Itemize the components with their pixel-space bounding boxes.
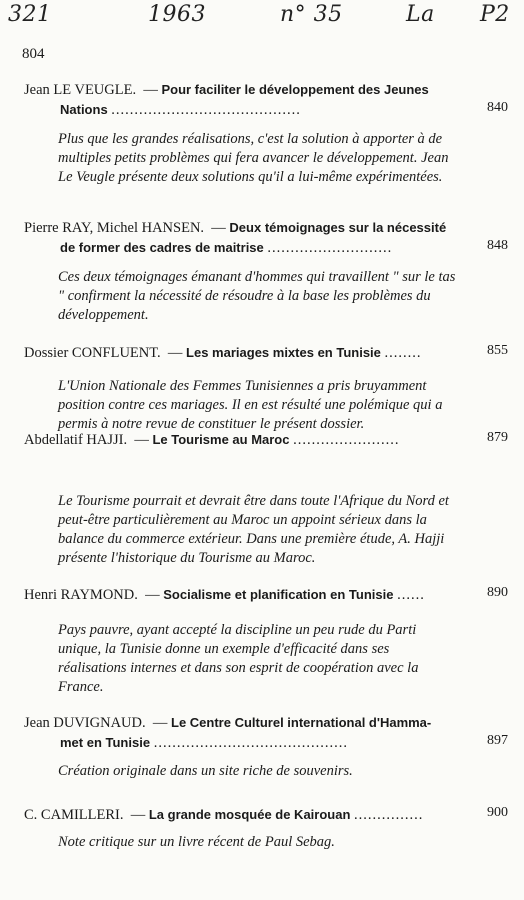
author: Jean LE VEUGLE. bbox=[24, 82, 137, 98]
author: Dossier CONFLUENT. bbox=[24, 345, 161, 361]
dash: — bbox=[164, 345, 187, 361]
author: Pierre RAY, Michel HANSEN. bbox=[24, 220, 205, 236]
toc-entry-heading bbox=[24, 430, 454, 450]
dot-leader: ...... bbox=[397, 587, 425, 603]
toc-page-number: 855 bbox=[487, 343, 508, 358]
toc-entry-heading bbox=[24, 80, 454, 120]
article-title-cont: de former des cadres de maitrise bbox=[60, 240, 264, 255]
article-title-cont: Nations bbox=[60, 102, 108, 117]
handwritten-year: 1963 bbox=[148, 2, 206, 27]
article-summary: Le Tourisme pourrait et devrait être dans toute l'Afrique du Nord et peut-être particulièrement au Maroc un appoint sérieux dans la balance du commerce extérieur. Dans une première étude, A. Hajji présente l'historique du Tourisme au Maroc. bbox=[58, 493, 449, 566]
article-summary: Ces deux témoignages émanant d'hommes qui travaillent " sur le tas " confirment la nécessité de résoudre à la base les problèmes du développement. bbox=[58, 269, 456, 323]
article-title-cont: met en Tunisie bbox=[60, 735, 151, 750]
toc-page-number: 900 bbox=[487, 805, 508, 820]
article-summary: Pays pauvre, ayant accepté la discipline un peu rude du Parti unique, la Tunisie donne un exemple d'efficacité dans ses réalisations internes et dans son esprit de coopération avec la France. bbox=[58, 622, 419, 695]
article-summary: Plus que les grandes réalisations, c'est la solution à apporter à de multiples petits problèmes qui fera avancer le développement. Jean Le Veugle présente deux solutions qu'il a lui-même expérimentées. bbox=[58, 131, 449, 185]
article-title: Pour faciliter le développement des Jeunes bbox=[161, 82, 429, 97]
toc-entry-heading bbox=[24, 343, 454, 363]
article-summary: Création originale dans un site riche de souvenirs. bbox=[58, 763, 353, 779]
article-title: Les mariages mixtes en Tunisie bbox=[186, 345, 381, 360]
article-title: Socialisme et planification en Tunisie bbox=[163, 587, 394, 602]
toc-entry-heading bbox=[24, 805, 454, 825]
toc-page-number: 848 bbox=[487, 238, 508, 253]
handwritten-issue: n° 35 bbox=[280, 2, 343, 27]
dash: — bbox=[207, 220, 230, 236]
author: Henri RAYMOND. bbox=[24, 587, 138, 603]
author: Abdellatif HAJJI. bbox=[24, 432, 128, 448]
toc-entry-heading bbox=[24, 585, 454, 605]
toc-page-number: 897 bbox=[487, 733, 508, 748]
article-title: Le Tourisme au Maroc bbox=[152, 432, 290, 447]
article-title: Deux témoignages sur la nécessité bbox=[229, 220, 447, 235]
dot-leader: ....................... bbox=[293, 432, 400, 448]
article-summary: Note critique sur un livre récent de Paul Sebag. bbox=[58, 834, 335, 850]
dot-leader: ......................................... bbox=[111, 102, 301, 118]
dot-leader: ........ bbox=[384, 345, 422, 361]
dash: — bbox=[141, 587, 164, 603]
handwritten-mark: P2 bbox=[480, 2, 510, 27]
author: Jean DUVIGNAUD. bbox=[24, 715, 146, 731]
dot-leader: ........................... bbox=[267, 240, 393, 256]
dot-leader: .......................................... bbox=[153, 735, 348, 751]
handwritten-mark: La bbox=[406, 2, 435, 27]
toc-page-number: 840 bbox=[487, 100, 508, 115]
article-title: La grande mosquée de Kairouan bbox=[148, 807, 351, 822]
author: C. CAMILLERI. bbox=[24, 807, 124, 823]
handwritten-ref: 321 bbox=[8, 2, 52, 27]
dash: — bbox=[139, 82, 162, 98]
article-title: Le Centre Culturel international d'Hamma- bbox=[171, 715, 432, 730]
article-summary: L'Union Nationale des Femmes Tunisiennes a pris bruyamment position contre ces mariages. Il en est résulté une polémique qui a permis à notre revue de constituer le présent dossier. bbox=[58, 378, 443, 432]
dash: — bbox=[127, 807, 149, 823]
toc-page-number: 879 bbox=[487, 430, 508, 445]
dot-leader: ............... bbox=[354, 807, 424, 823]
page-number: 804 bbox=[22, 46, 45, 62]
toc-entry-heading bbox=[24, 713, 454, 753]
dash: — bbox=[149, 715, 171, 731]
toc-page-number: 890 bbox=[487, 585, 508, 600]
toc-entry-heading bbox=[24, 218, 454, 258]
dash: — bbox=[130, 432, 153, 448]
